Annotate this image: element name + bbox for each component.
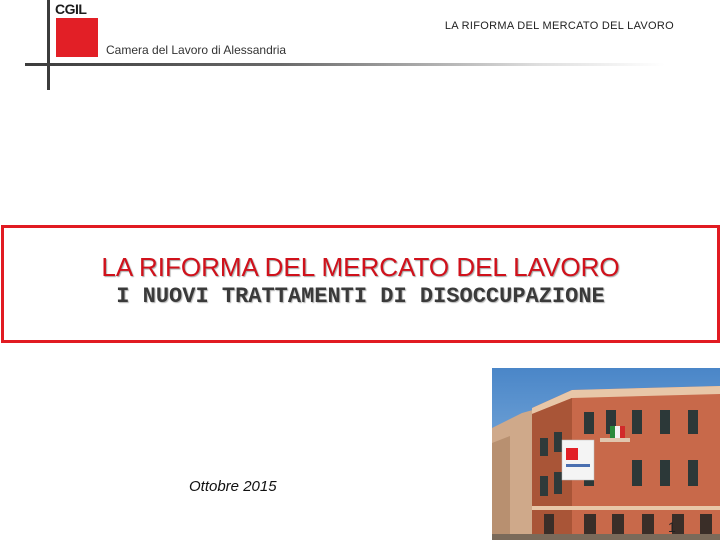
- logo-text: CGIL: [55, 2, 99, 16]
- slide-date: Ottobre 2015: [189, 478, 277, 495]
- cgil-logo: [55, 0, 99, 58]
- header-divider-line: [25, 63, 665, 66]
- org-name: Camera del Lavoro di Alessandria: [106, 43, 287, 57]
- slide-subtitle: I NUOVI TRATTAMENTI DI DISOCCUPAZIONE: [116, 284, 605, 309]
- header-title: LA RIFORMA DEL MERCATO DEL LAVORO: [444, 20, 674, 32]
- building-photo: [492, 368, 720, 540]
- logo-red-square: [56, 18, 98, 57]
- logo-vertical-line: [47, 0, 50, 90]
- title-box: [1, 225, 720, 343]
- page-number: 1: [668, 519, 676, 535]
- slide-title: LA RIFORMA DEL MERCATO DEL LAVORO: [101, 252, 620, 282]
